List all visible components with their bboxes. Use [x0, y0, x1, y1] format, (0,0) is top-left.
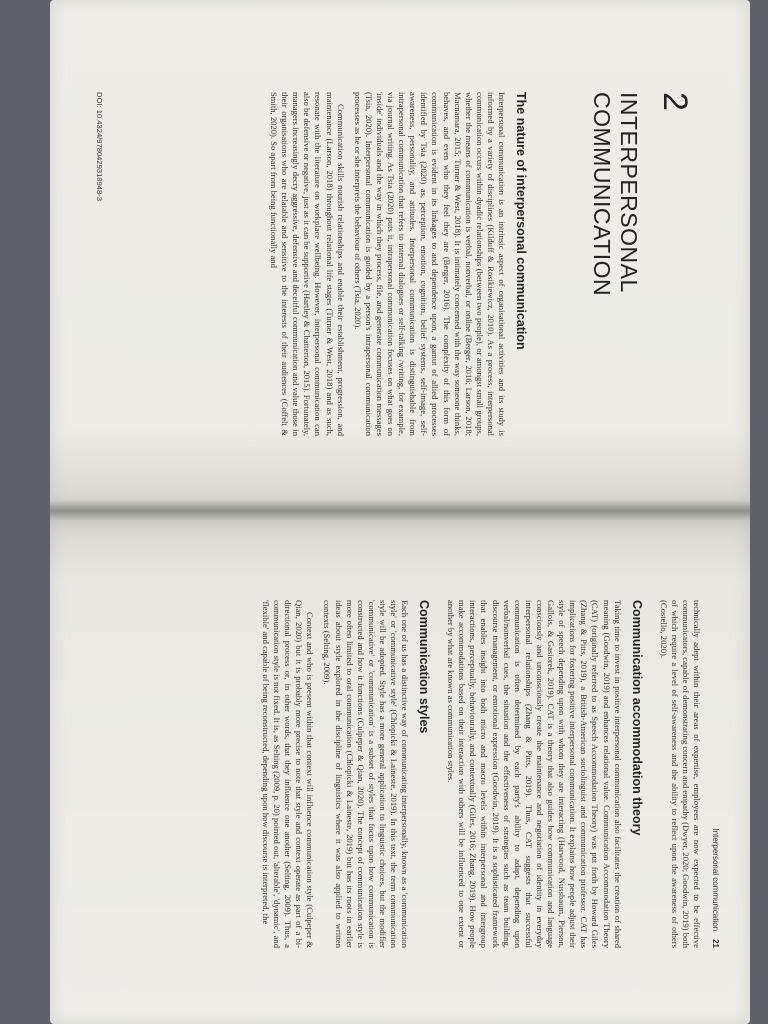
doi-footer: DOI: 10.4324/9780429318948-3: [95, 92, 104, 201]
paragraph-styles: Each one of us has a distinctive way of communicating interpersonally, known as a 'communication style' or 'communicative style' (Chlopicki & Laineste, 2019). In this text, the term communication style will be adopted. Style has a more general application to linguistic choices, but the modifier 'communicative' or 'communication' is a subset of styles that focus upon how communication is constructed and how it functions (Culpeper & Qian, 2020). The concept of communication style is more often limited to oral communication (Chlopicki & Laineste, 2019) but has its roots in earlier ideas about style explored in the discipline of linguistics where it was also applied to written contexts (Selting, 2009).: [322, 600, 411, 948]
page-number: 21: [711, 939, 720, 948]
paragraph-cat: Taking time to invest in positive interpersonal communication also facilitates the creation of shared meaning (Goodwin, 2019) and enhances relational value. Communication Accommodation Theory (CAT) (originally referred to as Speech Accommodation Theory) was put forth by Howard Giles (Zhang & Pitts, 2019), a British-American sociolinguist and communication professor. CAT has implications for fostering positive interpersonal communication. It explains how people adjust their style of speech depending upon with whom they are interacting (Harwood, Nussbaum, Pierson, Gallois, & Gasiorek, 2019). CAT is a theory that also guides how communication and language consciously and unconsciously create the maintenance and negotiation of identity in everyday interpersonal relationships (Zhang & Pitts, 2019). Thus, CAT suggests that successful communication is often determined by each party's ability to adapt, depending upon verbal/nonverbal cues, the situation and the effectiveness of strategies such as team building, discourse management, or emotional expression (Goodwin, 2019). It is a sophisticated framework that enables insight into both micro and macro levels within interpersonal and intergroup interactions, perceptually, behaviourally, and contextually (Giles, 2016; Zhang, 2019). How people make accommodations based on their interaction with others will be influenced to one extent or another by what are known as communication styles.: [446, 600, 623, 948]
section-heading-styles: Communication styles: [417, 600, 432, 734]
left-page: [50, 0, 750, 504]
running-head-title: Interpersonal communication: [711, 828, 720, 932]
chapter-title: [588, 92, 642, 412]
book-gutter: [50, 500, 750, 522]
chapter-number: 2: [656, 92, 694, 111]
left-page-body: [262, 92, 528, 436]
paragraph-skills: Communication skills nourish relationships and enable their establishment, progression, and maintenance (Larson, 2018) throughout relational life stages (Turner & West, 2018) and as such, resonate with the literature on workplace wellbeing. However, interpersonal communication can also be defensive or negative, just as it can be supportive (Hartley & Chatterton, 2015). Fortunately, managers increasingly decry aggressive, defensive and deceitful communication and value those in their organisations who are relatable and sensitive to the interests of their audiences (Coffelt & Smith, 2020). So apart from being functionally and: [269, 92, 346, 436]
section-heading-nature: The nature of interpersonal communication: [514, 92, 528, 350]
chapter-title-line2: COMMUNICATION: [589, 92, 615, 297]
section-heading-cat: Communication accommodation theory: [629, 600, 644, 836]
running-head: [711, 600, 720, 948]
paragraph-continued: technically adept within their areas of expertise, employees are now expected to be effective communicators, capable of demonstrating concern and empathy (Dwyer, 2020; Goodwin, 2019) both of which require a level of self-awareness and the ability to reflect upon the awareness of others (Costello, 2020).: [658, 600, 702, 948]
right-page-body: [254, 600, 702, 948]
chapter-title-line1: INTERPERSONAL: [616, 92, 642, 293]
paragraph-context: Context and who is present within that context will influence communication style (Culpeper & Qian, 2020) but it is probably more precise to note that style and context operate as part of a bi-directional process or, in other words, that they influence one another (Selting, 2009). Thus, a communication style is not fixed. It is, as Selting (2009, p. 20) pointed out, 'alterable', 'dynamic', and 'flexible' and capable of being reconstructed, depending upon how discourse is interpreted, the: [261, 600, 316, 948]
paragraph-intro: Interpersonal communication is an intrinsic aspect of organisational activities and its study is informed by a variety of disciplines (Kilduff & Rosikiewicz, 2010). As a process, interpersonal communication occurs within dyadic relationships (between two people), or amongst small groups, whether the means of communication is verbal, nonverbal, or online (Berger, 2016; Larson, 2018; Macnamara, 2015; Turner & West, 2018). It is intimately concerned with the way someone thinks, behaves, and even who they feel they are (Berger, 2016). The complexity of this form of communication is evident in its linkages to and dependence upon, a gamut of allied processes identified by Tsia (2020) as, perception, emotion, cognition, belief systems, self-image, self-awareness, personality, and attitudes. Interpersonal communication is distinguishable from intrapersonal communication that refers to internal dialogues or self-talking /writing, for example, via journal writing. As Tsia (2020) puts it, intrapersonal communication focuses on what goes on 'inside' individuals and the way in which they process, file, and generate communication messages (Tsia, 2020). Interpersonal communication is guided by a person's intrapersonal communication processes as he or she interprets the behaviour of others (Tsia, 2020).: [352, 92, 507, 436]
